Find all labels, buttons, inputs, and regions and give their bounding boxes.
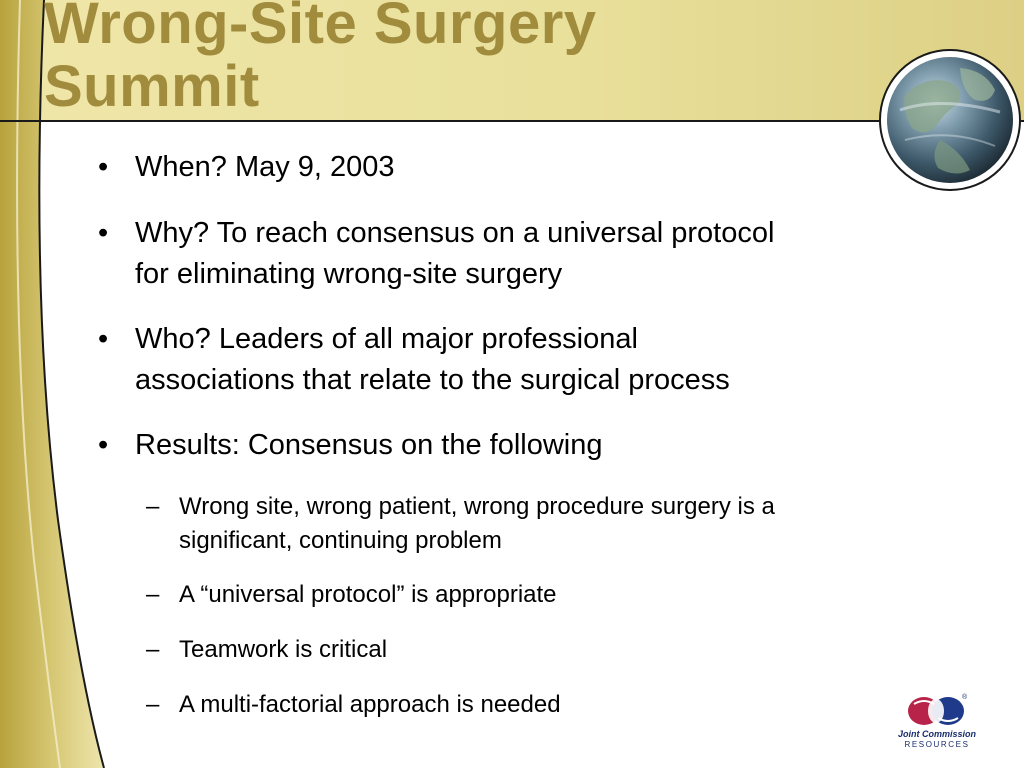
- sub-bullet-mark: –: [146, 581, 160, 608]
- bullet-text: [135, 425, 915, 466]
- bullet-line: When? May 9, 2003: [135, 151, 395, 183]
- sub-bullet-approach: [146, 688, 906, 722]
- joint-commission-logo: [892, 694, 982, 754]
- bullet-line: for eliminating wrong-site surgery: [135, 258, 563, 290]
- bullet-who: [98, 319, 918, 401]
- bullet-text: [135, 147, 915, 188]
- sub-bullet-problem: [146, 490, 906, 558]
- sub-bullet-line: A multi-factorial approach is needed: [179, 691, 561, 718]
- bullet-mark: •: [98, 217, 109, 249]
- slide-title-line-1: Wrong-Site Surgery: [44, 0, 597, 56]
- bullet-why: [98, 213, 918, 295]
- sub-bullet-text: [179, 578, 899, 612]
- bullet-mark: •: [98, 323, 109, 355]
- bullet-results: [98, 425, 918, 466]
- registered-mark: ®: [962, 694, 968, 701]
- bullet-line: Who? Leaders of all major professional: [135, 323, 638, 355]
- sub-bullet-teamwork: [146, 633, 906, 667]
- joint-commission-logo-icon: [892, 694, 982, 730]
- sub-bullet-mark: –: [146, 636, 160, 663]
- slide-title-line-2: Summit: [44, 54, 260, 119]
- bullet-line: Why? To reach consensus on a universal protocol: [135, 217, 775, 249]
- sub-bullet-mark: –: [146, 691, 160, 718]
- sub-bullet-mark: –: [146, 493, 160, 520]
- sub-bullet-line: A “universal protocol” is appropriate: [179, 581, 557, 608]
- bullet-line: associations that relate to the surgical process: [135, 364, 730, 396]
- bullet-mark: •: [98, 429, 109, 461]
- sub-bullet-text: [179, 633, 899, 667]
- sub-bullet-text: [179, 688, 899, 722]
- sub-bullet-protocol: [146, 578, 906, 612]
- bullet-when: [98, 147, 918, 188]
- bullet-line: Results: Consensus on the following: [135, 429, 603, 461]
- sub-bullet-line: significant, continuing problem: [179, 527, 502, 554]
- logo-name: Joint Commission: [897, 729, 976, 739]
- bullet-mark: •: [98, 151, 109, 183]
- bullet-text: [135, 213, 915, 295]
- sub-bullet-text: [179, 490, 899, 558]
- logo-sub: RESOURCES: [904, 740, 970, 749]
- sub-bullet-line: Teamwork is critical: [179, 636, 388, 663]
- bullet-text: [135, 319, 915, 401]
- sub-bullet-line: Wrong site, wrong patient, wrong procedure surgery is a: [179, 493, 775, 520]
